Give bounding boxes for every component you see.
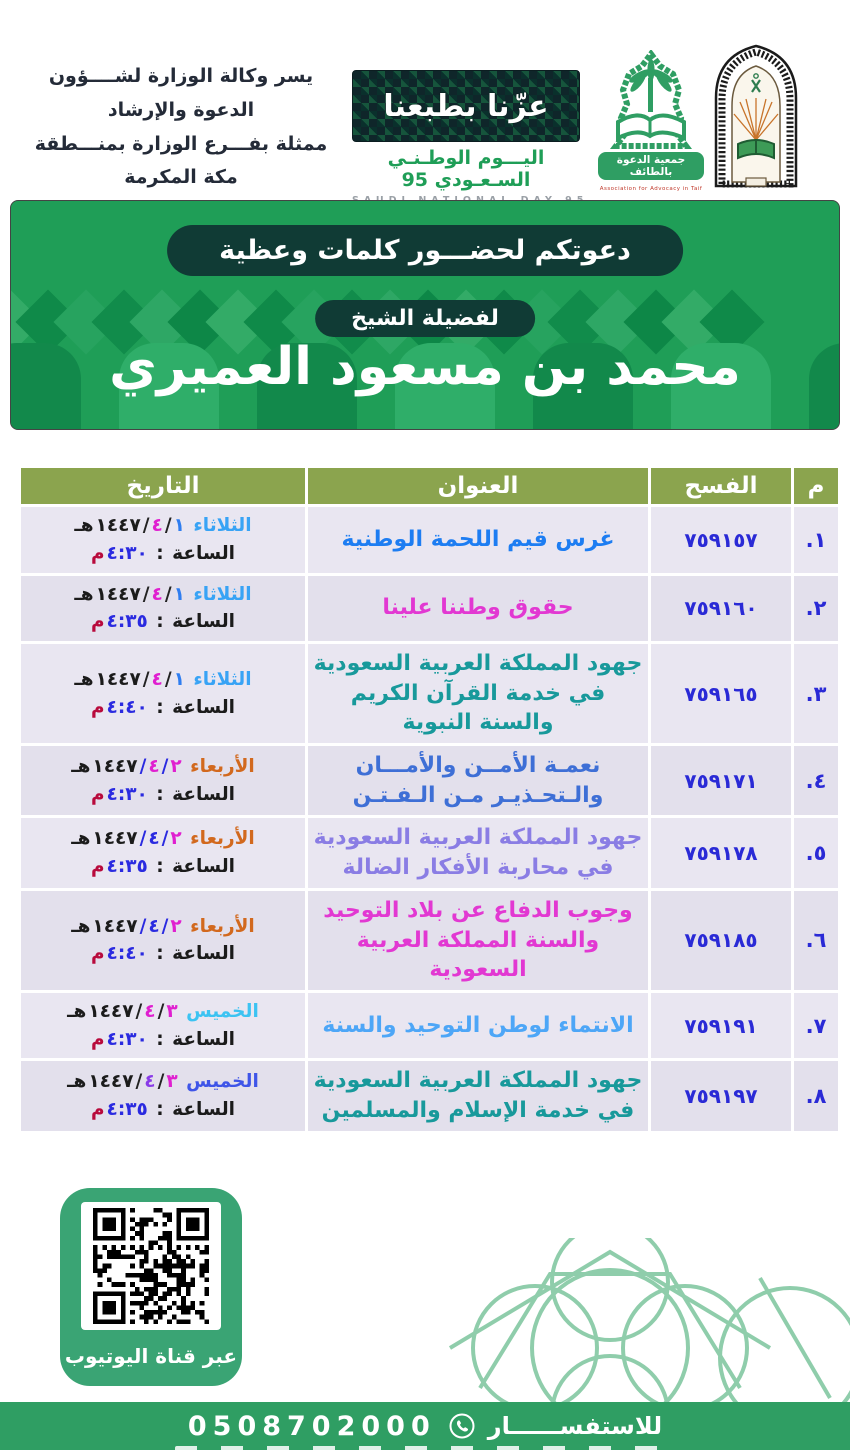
hijri-day: ١ bbox=[173, 515, 185, 536]
row-number-cell bbox=[794, 1061, 838, 1130]
hijri-year: ١٤٤٧ bbox=[92, 756, 138, 777]
time-colon: : bbox=[149, 943, 171, 965]
table-header-row bbox=[21, 468, 838, 504]
intro-line-1: يسر وكالة الوزارة لشــــؤون الدعوة والإرشاد bbox=[48, 65, 314, 121]
contact-phone[interactable]: 0508702000 bbox=[187, 1410, 436, 1442]
time-line bbox=[25, 1096, 301, 1124]
time-line bbox=[25, 1026, 301, 1054]
time-label: الساعة bbox=[172, 696, 236, 718]
num-value: ٨ bbox=[813, 1084, 827, 1109]
national-day-title-ar: اليـــوم الوطـنـي السـعـودي 95 bbox=[387, 147, 545, 191]
lecture-title-cell: حقوق وطننا علينا bbox=[308, 576, 648, 642]
youtube-qr-card bbox=[60, 1188, 242, 1386]
row-number bbox=[806, 769, 827, 793]
hijri-era: هـ bbox=[71, 828, 91, 850]
time-line bbox=[25, 694, 301, 722]
time-value: ٤:٤٠ bbox=[106, 943, 148, 965]
time-label: الساعة bbox=[172, 1099, 236, 1121]
time-line bbox=[25, 608, 301, 636]
permit-number-cell: ٧٥٩١٦٠ bbox=[651, 576, 791, 642]
hijri-era: هـ bbox=[67, 1000, 87, 1022]
date-slash: / bbox=[161, 828, 169, 850]
num-value: ٣ bbox=[813, 681, 827, 706]
time-colon: : bbox=[149, 542, 171, 564]
hijri-month: ٤ bbox=[144, 1071, 156, 1093]
footer-bar bbox=[0, 1402, 850, 1450]
date-slash: / bbox=[161, 756, 169, 777]
time-colon: : bbox=[149, 1099, 171, 1121]
hijri-day: ٣ bbox=[166, 1071, 178, 1093]
hijri-year: ١٤٤٧ bbox=[88, 1071, 134, 1093]
pm-suffix: م bbox=[90, 696, 105, 718]
row-number-cell bbox=[794, 576, 838, 642]
time-label: الساعة bbox=[172, 943, 236, 965]
date-cell bbox=[21, 818, 305, 887]
pm-suffix: م bbox=[90, 542, 105, 564]
geometric-ornament bbox=[360, 1238, 850, 1402]
date-slash: / bbox=[139, 915, 147, 937]
date-line bbox=[25, 512, 301, 540]
hijri-day: ٢ bbox=[170, 828, 182, 850]
date-slash: / bbox=[135, 1071, 143, 1093]
intro-line-2: ممثلة بفـــرع الوزارة بمنـــطقة مكة المكرمة bbox=[34, 132, 328, 189]
pm-suffix: م bbox=[90, 943, 105, 965]
row-number bbox=[806, 928, 827, 952]
lecture-title-cell: الانتماء لوطن التوحيد والسنة bbox=[308, 993, 648, 1059]
num-value: ٧ bbox=[813, 1013, 827, 1038]
num-value: ٥ bbox=[813, 841, 827, 866]
hijri-era: هـ bbox=[71, 915, 91, 937]
taif-logo-sub-text: Association for Advocacy in Taif bbox=[599, 186, 703, 192]
national-day-slogan: عزّنا بطبعنا bbox=[383, 88, 549, 124]
hijri-year: ١٤٤٧ bbox=[95, 515, 141, 536]
row-number bbox=[806, 528, 827, 552]
table-row bbox=[21, 1061, 838, 1130]
time-colon: : bbox=[149, 611, 171, 633]
table-row bbox=[21, 644, 838, 743]
day-name: الثلاثاء bbox=[186, 668, 252, 690]
time-label: الساعة bbox=[172, 783, 236, 805]
row-number-cell bbox=[794, 818, 838, 887]
date-slash: / bbox=[139, 756, 147, 777]
date-slash: / bbox=[157, 1000, 165, 1022]
date-line bbox=[25, 913, 301, 941]
date-slash: / bbox=[164, 583, 172, 605]
date-line bbox=[25, 581, 301, 609]
time-label: الساعة bbox=[172, 542, 236, 564]
time-value: ٤:٣٥ bbox=[106, 611, 148, 633]
table-row bbox=[21, 818, 838, 887]
hijri-day: ١ bbox=[173, 668, 185, 690]
ministry-emblem-icon bbox=[708, 40, 804, 190]
row-number bbox=[806, 682, 827, 706]
time-label: الساعة bbox=[172, 611, 236, 633]
hijri-year: ١٤٤٧ bbox=[95, 583, 141, 605]
hijri-month: ٤ bbox=[151, 668, 163, 690]
date-cell bbox=[21, 746, 305, 815]
hijri-year: ١٤٤٧ bbox=[95, 668, 141, 690]
num-dot: . bbox=[805, 1013, 814, 1038]
hijri-day: ٢ bbox=[170, 756, 182, 777]
hijri-era: هـ bbox=[74, 668, 94, 690]
hijri-year: ١٤٤٧ bbox=[92, 915, 138, 937]
permit-number-cell: ٧٥٩١٨٥ bbox=[651, 891, 791, 990]
national-day-checker-panel bbox=[352, 70, 580, 142]
invitation-pill: دعوتكم لحضـــور كلمات وعظية bbox=[167, 225, 683, 276]
hijri-month: ٤ bbox=[151, 515, 163, 536]
table-row bbox=[21, 746, 838, 815]
num-dot: . bbox=[805, 768, 814, 793]
taif-association-logo bbox=[598, 50, 704, 196]
time-value: ٤:٤٠ bbox=[106, 696, 148, 718]
column-header-title: العنوان bbox=[308, 468, 648, 504]
permit-number-cell: ٧٥٩١٧١ bbox=[651, 746, 791, 815]
time-line bbox=[25, 853, 301, 881]
num-dot: . bbox=[805, 527, 814, 552]
day-name: الخميس bbox=[179, 1000, 259, 1022]
taif-logo-band-text: جمعية الدعوة بالطائف bbox=[598, 152, 704, 180]
date-cell bbox=[21, 891, 305, 990]
row-number-cell bbox=[794, 644, 838, 743]
time-colon: : bbox=[149, 696, 171, 718]
row-number bbox=[806, 841, 827, 865]
permit-number-cell: ٧٥٩١٥٧ bbox=[651, 507, 791, 573]
lecture-title-cell: غرس قيم اللحمة الوطنية bbox=[308, 507, 648, 573]
table-row bbox=[21, 993, 838, 1059]
row-number-cell bbox=[794, 891, 838, 990]
row-number-cell bbox=[794, 993, 838, 1059]
footer-cutoff-text bbox=[175, 1446, 675, 1450]
hijri-month: ٤ bbox=[148, 915, 160, 937]
row-number bbox=[806, 1014, 827, 1038]
lecture-title-cell: جهود المملكة العربية السعودية في خدمة القرآن الكريم والسنة النبوية bbox=[308, 644, 648, 743]
time-value: ٤:٣٠ bbox=[106, 783, 148, 805]
day-name: الخميس bbox=[179, 1071, 259, 1093]
date-slash: / bbox=[157, 1071, 165, 1093]
column-header-date: التاريخ bbox=[21, 468, 305, 504]
date-slash: / bbox=[142, 515, 150, 536]
lecture-title-cell: جهود المملكة العربية السعودية في خدمة الإسلام والمسلمين bbox=[308, 1061, 648, 1130]
hijri-era: هـ bbox=[67, 1071, 87, 1093]
num-value: ٤ bbox=[813, 768, 827, 793]
hijri-era: هـ bbox=[74, 515, 94, 536]
time-value: ٤:٣٠ bbox=[106, 1028, 148, 1050]
hijri-year: ١٤٤٧ bbox=[88, 1000, 134, 1022]
row-number bbox=[806, 596, 827, 620]
num-dot: . bbox=[805, 1084, 814, 1109]
qr-code-image bbox=[93, 1208, 209, 1324]
permit-number-cell: ٧٥٩١٩١ bbox=[651, 993, 791, 1059]
date-slash: / bbox=[142, 668, 150, 690]
qr-code[interactable] bbox=[81, 1202, 221, 1330]
time-line bbox=[25, 781, 301, 809]
pm-suffix: م bbox=[90, 856, 105, 878]
date-line bbox=[25, 998, 301, 1026]
pm-suffix: م bbox=[90, 783, 105, 805]
table-row bbox=[21, 576, 838, 642]
date-line bbox=[25, 753, 301, 781]
hijri-era: هـ bbox=[71, 756, 91, 777]
row-number-cell bbox=[794, 507, 838, 573]
date-slash: / bbox=[164, 668, 172, 690]
sheikh-name: محمد بن مسعود العميري bbox=[109, 337, 741, 397]
pm-suffix: م bbox=[90, 1099, 105, 1121]
invitation-banner bbox=[10, 200, 840, 430]
date-slash: / bbox=[135, 1000, 143, 1022]
num-dot: . bbox=[805, 928, 814, 953]
day-name: الثلاثاء bbox=[186, 515, 252, 536]
hijri-era: هـ bbox=[74, 583, 94, 605]
date-slash: / bbox=[139, 828, 147, 850]
hijri-month: ٤ bbox=[148, 828, 160, 850]
hijri-day: ٢ bbox=[170, 915, 182, 937]
date-cell bbox=[21, 507, 305, 573]
contact-label: للاستفســــــار bbox=[487, 1412, 663, 1440]
hijri-day: ١ bbox=[173, 583, 185, 605]
num-value: ١ bbox=[813, 527, 827, 552]
time-label: الساعة bbox=[172, 1028, 236, 1050]
hijri-year: ١٤٤٧ bbox=[92, 828, 138, 850]
time-value: ٤:٣٠ bbox=[106, 542, 148, 564]
whatsapp-icon[interactable] bbox=[448, 1412, 476, 1440]
permit-number-cell: ٧٥٩١٦٥ bbox=[651, 644, 791, 743]
ministry-islamic-affairs-logo bbox=[708, 40, 804, 190]
date-cell bbox=[21, 993, 305, 1059]
date-slash: / bbox=[161, 915, 169, 937]
time-line bbox=[25, 540, 301, 568]
num-value: ٦ bbox=[813, 928, 827, 953]
time-colon: : bbox=[149, 783, 171, 805]
permit-number-cell: ٧٥٩١٩٧ bbox=[651, 1061, 791, 1130]
schedule-table bbox=[18, 465, 841, 1134]
taif-association-emblem-icon bbox=[598, 50, 704, 162]
table-row bbox=[21, 891, 838, 990]
pm-suffix: م bbox=[90, 611, 105, 633]
day-name: الأربعاء bbox=[183, 828, 255, 850]
column-header-num: م bbox=[794, 468, 838, 504]
time-colon: : bbox=[149, 1028, 171, 1050]
lecture-title-cell: نعمـة الأمــن والأمـــان والـتحـذيـر مـن الـفـتـن bbox=[308, 746, 648, 815]
day-name: الثلاثاء bbox=[186, 583, 252, 605]
time-colon: : bbox=[149, 856, 171, 878]
hijri-month: ٤ bbox=[151, 583, 163, 605]
num-dot: . bbox=[805, 841, 814, 866]
hijri-month: ٤ bbox=[148, 756, 160, 777]
date-slash: / bbox=[164, 515, 172, 536]
saudi-national-day-logo bbox=[352, 70, 580, 206]
date-cell bbox=[21, 644, 305, 743]
date-cell bbox=[21, 576, 305, 642]
day-name: الأربعاء bbox=[183, 915, 255, 937]
permit-number-cell: ٧٥٩١٧٨ bbox=[651, 818, 791, 887]
date-slash: / bbox=[142, 583, 150, 605]
num-dot: . bbox=[805, 596, 814, 621]
sheikh-title-pill: لفضيلة الشيخ bbox=[315, 300, 535, 337]
date-line bbox=[25, 825, 301, 853]
lecture-title-cell: وجوب الدفاع عن بلاد التوحيد والسنة المملكة العربية السعودية bbox=[308, 891, 648, 990]
row-number bbox=[806, 1084, 827, 1108]
num-dot: . bbox=[805, 681, 814, 706]
date-line bbox=[25, 666, 301, 694]
time-value: ٤:٣٥ bbox=[106, 1099, 148, 1121]
num-value: ٢ bbox=[813, 596, 827, 621]
date-cell bbox=[21, 1061, 305, 1130]
table-row bbox=[21, 507, 838, 573]
hijri-month: ٤ bbox=[144, 1000, 156, 1022]
time-line bbox=[25, 940, 301, 968]
day-name: الأربعاء bbox=[183, 756, 255, 777]
date-line bbox=[25, 1068, 301, 1096]
pm-suffix: م bbox=[90, 1028, 105, 1050]
row-number-cell bbox=[794, 746, 838, 815]
time-label: الساعة bbox=[172, 856, 236, 878]
hijri-day: ٣ bbox=[166, 1000, 178, 1022]
lecture-title-cell: جهود المملكة العربية السعودية في محاربة الأفكار الضالة bbox=[308, 818, 648, 887]
column-header-permit: الفسح bbox=[651, 468, 791, 504]
qr-caption: عبر قناة اليوتيوب bbox=[64, 1344, 238, 1368]
time-value: ٤:٣٥ bbox=[106, 856, 148, 878]
